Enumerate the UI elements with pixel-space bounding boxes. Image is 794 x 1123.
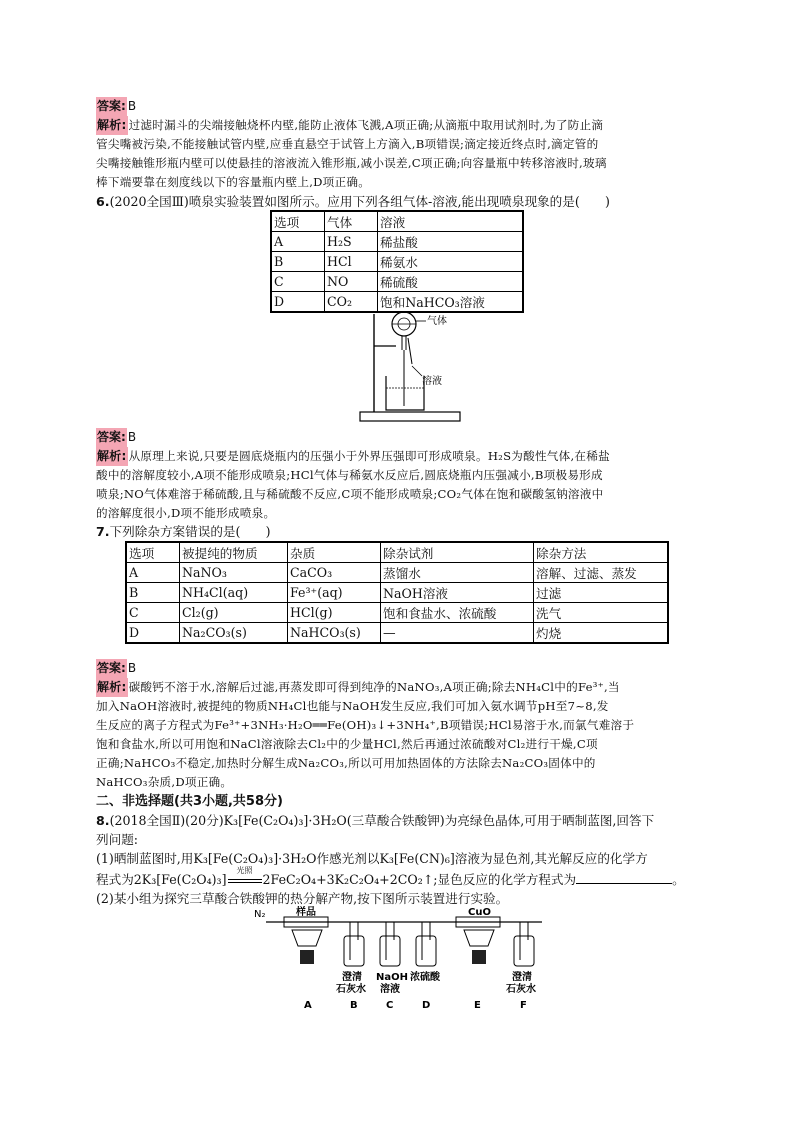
svg-text:石灰水: 石灰水 (336, 984, 366, 995)
q7-analysis-line: 正确;NaHCO₃不稳定,加热时分解生成Na₂CO₃,所以可用加热固体的方法除去Na₂CO₃固体中的 (96, 756, 596, 770)
q8-line: (1)晒制蓝图时,用K₃[Fe(C₂O₄)₃]·3H₂O作感光剂以K₃[Fe(CN)₆]溶液为显色剂,其光解反应的化学方 (96, 851, 648, 866)
table-row: B NH₄Cl(aq) Fe³⁺(aq) NaOH溶液 过滤 (126, 583, 668, 603)
cuo-label: CuO (468, 907, 491, 918)
reaction-condition: 光照 (236, 866, 253, 875)
answer-tag: 答案: (96, 97, 127, 116)
sample-label: 样品 (296, 907, 316, 918)
svg-text:C: C (386, 1000, 394, 1011)
q8-equation-line: 程式为2K₃[Fe(C₂O₄)₃] 光照 2FeC₂O₄+3K₂C₂O₄+2CO₂↑;显色反应的化学方程式为 。 (96, 870, 706, 889)
lamp-hood-e (464, 930, 494, 946)
q7-analysis-line: 生反应的离子方程式为Fe³⁺+3NH₃·H₂O══Fe(OH)₃↓+3NH₄⁺,B项错误;HCl易溶于水,而氯气难溶于 (96, 718, 635, 732)
wash-bottle-d (416, 922, 436, 966)
wash-bottle-b (344, 922, 364, 966)
q7-answer-row: 答案: B (96, 659, 706, 678)
wash-bottle-c (380, 922, 400, 966)
q7-table (125, 541, 669, 644)
svg-text:溶液: 溶液 (380, 984, 400, 995)
q6-table (270, 210, 524, 313)
table-row: C NO 稀硫酸 (271, 272, 523, 292)
q5-analysis-line: 管尖嘴被污染,不能接触试管内壁,应垂直悬空于试管上方滴入,B项错误;滴定接近终点时,滴定管的 (96, 137, 599, 151)
solution-label: 溶液 (422, 376, 442, 387)
answer-blank[interactable] (576, 871, 672, 884)
q8-line: 8.(2018全国Ⅱ)(20分)K₃[Fe(C₂O₄)₃]·3H₂O(三草酸合铁酸钾)为亮绿色晶体,可用于晒制蓝图,回答下 (96, 813, 655, 828)
decomposition-apparatus-figure (252, 906, 552, 1014)
svg-text:NaOH: NaOH (376, 972, 408, 983)
q6-analysis-line: 酸中的溶解度较小,A项不能形成喷泉;HCl气体与稀氨水反应后,圆底烧瓶内压强减小,B项极易形成 (96, 468, 603, 482)
q8-line: 列问题: (96, 832, 139, 847)
table-header-row: 选项 气体 溶液 (271, 211, 523, 232)
q6-answer-row: 答案: B (96, 428, 706, 447)
table-row: C Cl₂(g) HCl(g) 饱和食盐水、浓硫酸 洗气 (126, 603, 668, 623)
table-row: D CO₂ 饱和NaHCO₃溶液 (271, 292, 523, 313)
n2-label: N₂ (254, 909, 266, 920)
q5-analysis-line: 解析: 过滤时漏斗的尖端接触烧杯内壁,能防止液体飞溅,A项正确;从滴瓶中取用试剂时,为了防止滴 (96, 116, 706, 135)
svg-text:A: A (304, 1000, 312, 1011)
q6-analysis-line: 喷泉;NO气体难溶于稀硫酸,且与稀硫酸不反应,C项不能形成喷泉;CO₂气体在饱和碳酸氢钠溶液中 (96, 487, 604, 501)
table-row: A NaNO₃ CaCO₃ 蒸馏水 溶解、过滤、蒸发 (126, 563, 668, 583)
q6-answer: B (127, 430, 137, 444)
q5-answer: B (127, 99, 137, 113)
q6-analysis-line: 解析: 从原理上来说,只要是圆底烧瓶内的压强小于外界压强即可形成喷泉。H₂S为酸性气体,在稀盐 (96, 447, 706, 466)
q5-answer-row (96, 97, 706, 116)
reaction-arrow (227, 866, 263, 889)
q5-analysis-line: 棒下端要靠在刻度线以下的容量瓶内壁上,D项正确。 (96, 175, 371, 189)
svg-text:D: D (422, 1000, 431, 1011)
svg-text:石灰水: 石灰水 (506, 984, 536, 995)
svg-text:E: E (474, 1000, 481, 1011)
lamp-hood-a (292, 930, 322, 946)
q7-analysis-line: 解析: 碳酸钙不溶于水,溶解后过滤,再蒸发即可得到纯净的NaNO₃,A项正确;除去NH₄Cl中的Fe³⁺,当 (96, 678, 706, 697)
q6-analysis-line: 的溶解度很小,D项不能形成喷泉。 (96, 506, 276, 520)
beaker (386, 376, 424, 410)
svg-text:浓硫酸: 浓硫酸 (410, 972, 440, 983)
q8-part2: (2)某小组为探究三草酸合铁酸钾的热分解产物,按下图所示装置进行实验。 (96, 891, 509, 906)
q7-stem: 7.下列除杂方案错误的是( ) (96, 524, 271, 539)
q6-stem: 6.(2020全国Ⅲ)喷泉实验装置如图所示。应用下列各组气体-溶液,能出现喷泉现象的是( ) (96, 194, 610, 209)
svg-text:B: B (350, 1000, 358, 1011)
burner-a (300, 950, 314, 964)
svg-text:F: F (520, 1000, 527, 1011)
table-row: A H₂S 稀盐酸 (271, 232, 523, 252)
burner-e (472, 950, 486, 964)
q7-answer: B (127, 661, 137, 675)
table-row: B HCl 稀氨水 (271, 252, 523, 272)
q5-analysis-line: 尖嘴接触锥形瓶内壁可以使悬挂的溶液流入锥形瓶,减小误差,C项正确;向容量瓶中转移溶液时,玻璃 (96, 156, 607, 170)
table-row: D Na₂CO₃(s) NaHCO₃(s) — 灼烧 (126, 623, 668, 644)
svg-text:澄清: 澄清 (342, 972, 362, 983)
q7-analysis-line: 加入NaOH溶液时,被提纯的物质NH₄Cl也能与NaOH发生反应,我们可加入氨水调节pH至7~8,发 (96, 699, 609, 713)
svg-text:澄清: 澄清 (512, 972, 532, 983)
wash-bottle-f (514, 922, 534, 966)
fountain-apparatus-figure (350, 308, 480, 426)
q7-analysis-line: 饱和食盐水,所以可用饱和NaCl溶液除去Cl₂中的少量HCl,然后再通过浓硫酸对Cl₂进行干燥,C项 (96, 737, 598, 751)
section-heading: 二、非选择题(共3小题,共58分) (96, 794, 283, 809)
table-header-row: 选项 被提纯的物质 杂质 除杂试剂 除杂方法 (126, 542, 668, 563)
q7-analysis-line: NaHCO₃杂质,D项正确。 (96, 775, 233, 789)
analysis-tag: 解析: (96, 116, 128, 135)
stand-base (360, 412, 460, 421)
gas-label: 气体 (427, 316, 447, 327)
